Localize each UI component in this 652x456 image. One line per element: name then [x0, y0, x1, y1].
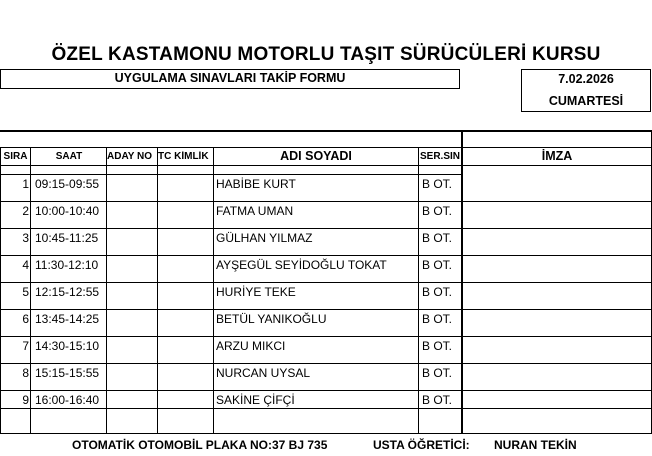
row-adi-soyadi: HABİBE KURT: [216, 177, 296, 191]
row-adi-soyadi: GÜLHAN YILMAZ: [216, 231, 313, 245]
row-saat: 10:00-10:40: [35, 204, 100, 218]
row-ser-sin: B OT.: [422, 231, 453, 245]
row-saat: 10:45-11:25: [35, 231, 99, 245]
row-sira: 7: [22, 339, 29, 353]
form-subtitle: UYGULAMA SINAVLARI TAKİP FORMU: [114, 71, 346, 85]
form-title: ÖZEL KASTAMONU MOTORLU TAŞIT SÜRÜCÜLERİ KURSU: [51, 44, 601, 65]
row-sira: 5: [22, 285, 29, 299]
row-ser-sin: B OT.: [422, 258, 453, 272]
row-ser-sin: B OT.: [422, 393, 453, 407]
exam-day: CUMARTESİ: [548, 94, 624, 108]
row-saat: 16:00-16:40: [35, 393, 100, 407]
grid-line: [462, 309, 652, 310]
grid-line: [0, 363, 462, 364]
grid-line: [0, 130, 652, 132]
grid-line: [461, 130, 463, 433]
row-ser-sin: B OT.: [422, 177, 453, 191]
row-sira: 2: [22, 204, 29, 218]
grid-line: [30, 147, 31, 433]
col-imza-header: İMZA: [541, 149, 573, 163]
grid-line: [462, 433, 652, 434]
grid-line: [0, 201, 462, 202]
row-adi-soyadi: BETÜL YANIKOĞLU: [216, 312, 327, 326]
grid-line: [0, 165, 462, 166]
row-saat: 13:45-14:25: [35, 312, 100, 326]
grid-line: [462, 363, 652, 364]
grid-line: [462, 255, 652, 256]
grid-line: [462, 408, 652, 409]
grid-line: [0, 282, 462, 283]
col-sira-header: SIRA: [3, 151, 28, 162]
row-ser-sin: B OT.: [422, 339, 453, 353]
row-saat: 14:30-15:10: [35, 339, 100, 353]
row-saat: 15:15-15:55: [35, 366, 100, 380]
row-sira: 1: [22, 177, 29, 191]
grid-line: [462, 165, 652, 166]
row-sira: 9: [22, 393, 29, 407]
grid-line: [0, 228, 462, 229]
grid-line: [462, 390, 652, 391]
row-saat: 09:15-09:55: [35, 177, 100, 191]
grid-line: [462, 282, 652, 283]
grid-line: [0, 255, 462, 256]
col-saat-header: SAAT: [55, 151, 83, 162]
row-adi-soyadi: NURCAN UYSAL: [216, 366, 311, 380]
row-ser-sin: B OT.: [422, 204, 453, 218]
grid-line: [0, 309, 462, 310]
grid-line: [0, 390, 462, 391]
grid-line: [462, 228, 652, 229]
grid-line: [213, 147, 214, 433]
row-saat: 12:15-12:55: [35, 285, 100, 299]
plate-number: OTOMATİK OTOMOBİL PLAKA NO:37 BJ 735: [72, 438, 328, 452]
col-aday-no-header: ADAY NO: [107, 151, 153, 162]
row-sira: 8: [22, 366, 29, 380]
row-sira: 4: [22, 258, 29, 272]
grid-line: [462, 336, 652, 337]
grid-line: [0, 336, 462, 337]
row-ser-sin: B OT.: [422, 285, 453, 299]
row-adi-soyadi: HURİYE TEKE: [216, 285, 296, 299]
row-adi-soyadi: ARZU MIKCI: [216, 339, 286, 353]
exam-date: 7.02.2026: [558, 72, 614, 86]
grid-line: [0, 174, 462, 175]
row-sira: 6: [22, 312, 29, 326]
row-ser-sin: B OT.: [422, 312, 453, 326]
instructor-name: NURAN TEKİN: [494, 438, 577, 452]
col-ser-sin-header: SER.SIN: [420, 151, 461, 162]
instructor-label: USTA ÖĞRETİCİ:: [373, 438, 470, 452]
grid-line: [462, 201, 652, 202]
row-adi-soyadi: FATMA UMAN: [216, 204, 294, 218]
row-sira: 3: [22, 231, 29, 245]
grid-line: [157, 147, 158, 433]
row-adi-soyadi: SAKİNE ÇİFÇİ: [216, 393, 295, 407]
row-ser-sin: B OT.: [422, 366, 453, 380]
grid-line: [0, 408, 462, 409]
grid-line: [0, 147, 652, 148]
grid-line: [418, 147, 419, 433]
grid-line: [0, 433, 462, 434]
row-saat: 11:30-12:10: [35, 258, 99, 272]
col-adi-soyadi-header: ADI SOYADI: [280, 149, 352, 163]
col-tc-kimlik-header: TC KİMLİK: [158, 151, 209, 162]
row-adi-soyadi: AYŞEGÜL SEYİDOĞLU TOKAT: [216, 258, 387, 272]
